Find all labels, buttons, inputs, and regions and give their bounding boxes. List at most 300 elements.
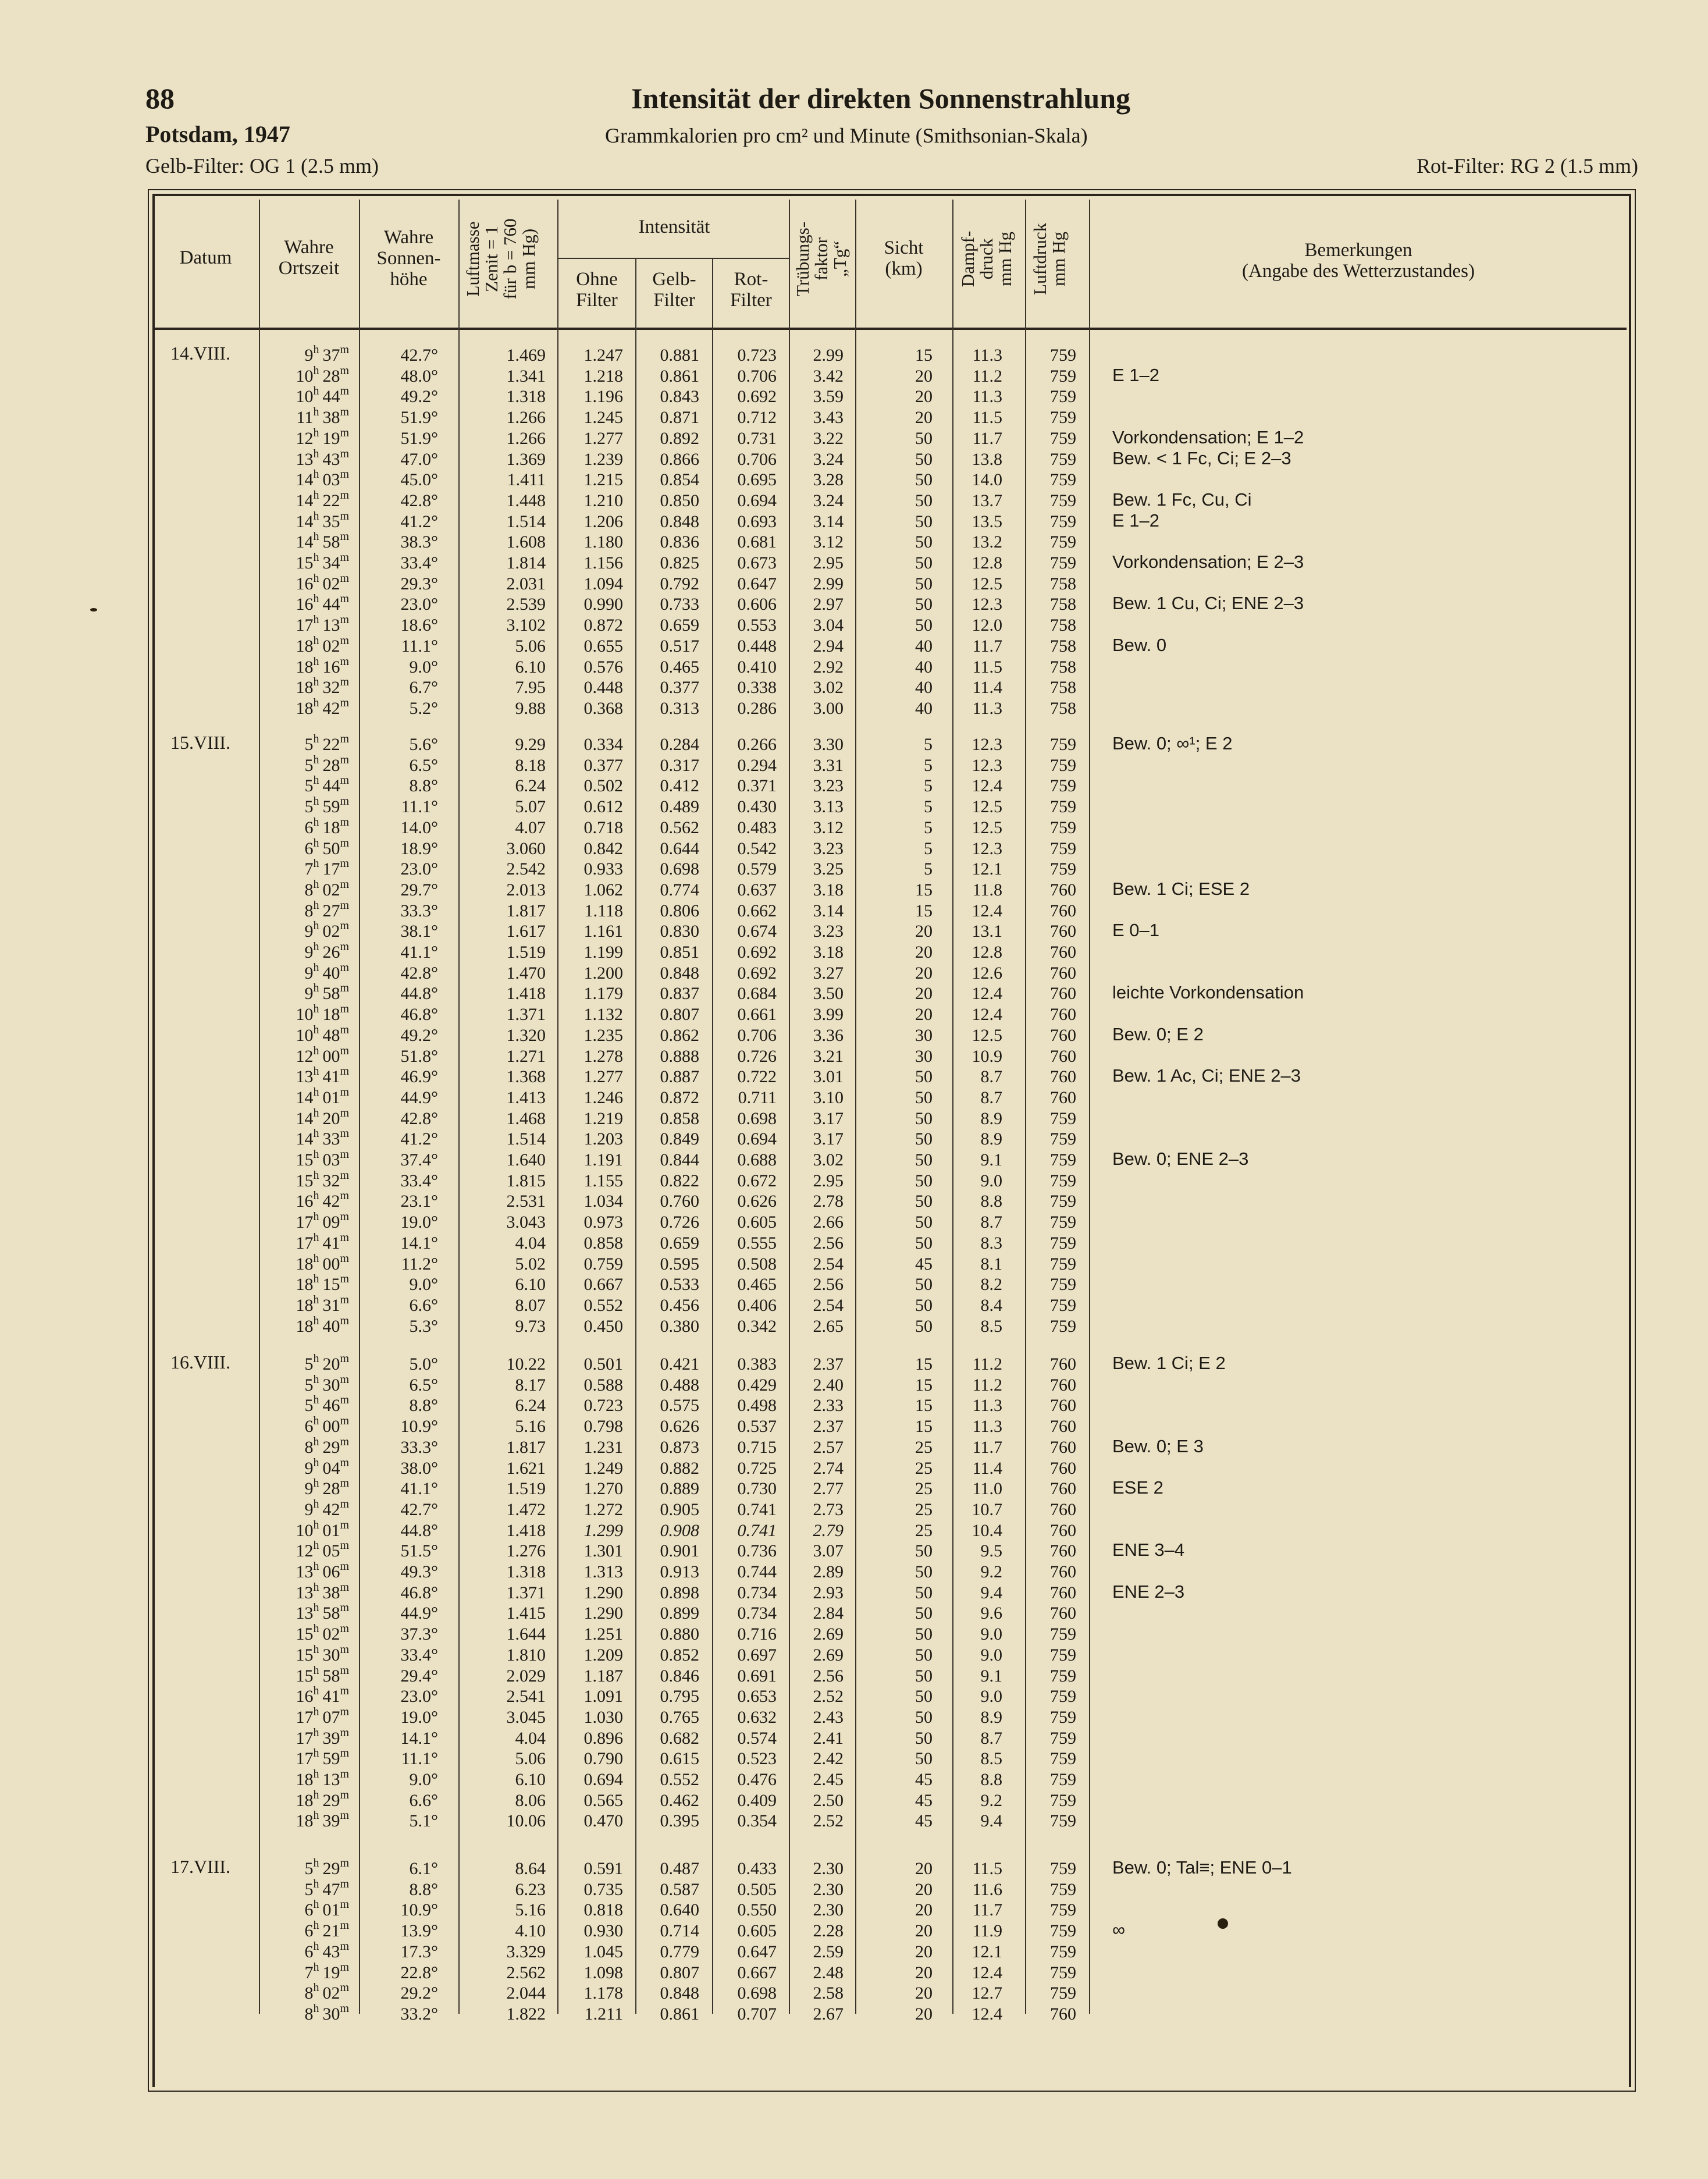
time-minutes: 28: [322, 755, 340, 775]
hour-unit: h: [313, 940, 319, 953]
cell-druck: 760: [1050, 1479, 1076, 1499]
cell-gelb: 0.887: [660, 1067, 699, 1087]
time-cell: [268, 636, 349, 657]
cell-druck: 760: [1050, 1067, 1076, 1087]
time-hours: 17: [296, 1707, 314, 1727]
cell-ohne: 1.062: [583, 880, 623, 900]
cell-m-air: 6.24: [515, 776, 546, 796]
cell-tg: 2.28: [813, 1921, 844, 1941]
cell-dampf: 9.0: [980, 1625, 1002, 1644]
cell-druck: 759: [1050, 1316, 1076, 1336]
header-ohne-2: Filter: [576, 290, 618, 311]
cell-sicht: 45: [915, 1811, 933, 1831]
cell-rot: 0.555: [737, 1233, 777, 1253]
minute-unit: m: [340, 1518, 349, 1531]
time-cell: [268, 1541, 349, 1562]
time-cell: [268, 1858, 349, 1879]
time-minutes: 32: [322, 1171, 340, 1190]
cell-rot: 0.667: [737, 1963, 777, 1982]
cell-dampf: 9.4: [980, 1811, 1002, 1831]
cell-sicht: 50: [915, 1129, 933, 1149]
cell-sicht: 50: [915, 616, 933, 635]
cell-gelb: 0.846: [660, 1666, 699, 1686]
cell-alt: 22.8°: [400, 1963, 438, 1982]
cell-druck: 759: [1050, 1129, 1076, 1149]
cell-gelb: 0.806: [660, 901, 699, 920]
cell-m-air: 6.24: [515, 1396, 546, 1416]
cell-druck: 759: [1050, 1275, 1076, 1295]
hour-unit: h: [313, 1168, 319, 1182]
cell-gelb: 0.377: [660, 678, 699, 698]
time-minutes: 43: [322, 1942, 340, 1961]
minute-unit: m: [340, 1252, 349, 1265]
cell-sicht: 50: [915, 1728, 933, 1748]
time-cell: [268, 1624, 349, 1645]
cell-ohne: 0.759: [583, 1254, 623, 1274]
cell-rot: 0.734: [737, 1604, 777, 1623]
cell-rot: 0.706: [737, 366, 777, 386]
cell-druck: 759: [1050, 735, 1076, 754]
cell-alt: 41.2°: [400, 1129, 438, 1149]
time-cell: [268, 797, 349, 817]
minute-unit: m: [340, 343, 349, 356]
cell-dampf: 12.5: [972, 1025, 1002, 1045]
minute-unit: m: [340, 1663, 349, 1677]
cell-alt: 17.3°: [400, 1942, 438, 1961]
time-minutes: 03: [322, 1150, 340, 1170]
cell-druck: 760: [1050, 1375, 1076, 1395]
cell-tg: 2.73: [813, 1499, 844, 1519]
cell-ohne: 0.470: [583, 1811, 623, 1831]
cell-rot: 0.715: [737, 1437, 777, 1457]
cell-gelb: 0.861: [660, 2004, 699, 2024]
cell-sicht: 30: [915, 1025, 933, 1045]
hour-unit: h: [313, 1788, 319, 1801]
cell-gelb: 0.462: [660, 1790, 699, 1810]
cell-sicht: 50: [915, 1087, 933, 1107]
cell-druck: 759: [1050, 1900, 1076, 1920]
minute-unit: m: [340, 1497, 349, 1510]
cell-sicht: 50: [915, 470, 933, 490]
hour-unit: h: [313, 1373, 319, 1386]
cell-ohne: 1.178: [583, 1984, 623, 2003]
cell-m-air: 1.418: [506, 984, 546, 1004]
header-hoehe-3: höhe: [390, 269, 428, 290]
hour-unit: h: [313, 1189, 319, 1203]
cell-alt: 44.9°: [400, 1604, 438, 1623]
cell-tg: 2.41: [813, 1728, 844, 1748]
cell-sicht: 25: [915, 1520, 933, 1540]
cell-ohne: 0.930: [583, 1921, 623, 1941]
time-minutes: 04: [322, 1458, 340, 1478]
cell-m-air: 1.276: [506, 1541, 546, 1561]
time-cell: [268, 1879, 349, 1900]
time-minutes: 01: [322, 1900, 340, 1920]
cell-tg: 3.07: [813, 1541, 844, 1561]
minute-unit: m: [340, 1231, 349, 1244]
time-hours: 10: [296, 1005, 314, 1025]
cell-sicht: 20: [915, 943, 933, 962]
cell-dampf: 10.9: [972, 1046, 1002, 1066]
cell-ohne: 0.842: [583, 838, 623, 858]
cell-rot: 0.673: [737, 553, 777, 573]
cell-rot: 0.508: [737, 1254, 777, 1274]
cell-dampf: 13.7: [972, 490, 1002, 510]
time-minutes: 46: [322, 1396, 340, 1416]
minute-unit: m: [340, 571, 349, 585]
cell-alt: 9.0°: [409, 1770, 438, 1789]
cell-gelb: 0.873: [660, 1437, 699, 1457]
cell-sicht: 50: [915, 1192, 933, 1211]
minute-unit: m: [340, 509, 349, 522]
cell-gelb: 0.851: [660, 943, 699, 962]
time-cell: [268, 1686, 349, 1707]
cell-gelb: 0.615: [660, 1749, 699, 1769]
cell-ohne: 0.933: [583, 859, 623, 879]
cell-druck: 760: [1050, 1604, 1076, 1623]
cell-ohne: 0.612: [583, 797, 623, 817]
time-cell: [268, 1437, 349, 1458]
header-datum: Datum: [179, 247, 232, 268]
time-cell: [268, 1478, 349, 1499]
cell-ohne: 0.896: [583, 1728, 623, 1748]
cell-rot: 0.734: [737, 1583, 777, 1602]
cell-ohne: 1.231: [583, 1437, 623, 1457]
hour-unit: h: [313, 1003, 319, 1016]
cell-dampf: 10.7: [972, 1499, 1002, 1519]
time-minutes: 34: [322, 553, 340, 573]
cell-gelb: 0.595: [660, 1254, 699, 1274]
cell-m-air: 5.06: [515, 1749, 546, 1769]
cell-ohne: 1.199: [583, 943, 623, 962]
time-hours: 6: [304, 1921, 314, 1941]
time-minutes: 00: [322, 1254, 340, 1274]
time-hours: 18: [296, 698, 314, 718]
time-hours: 14: [296, 1087, 314, 1107]
cell-tg: 2.42: [813, 1749, 844, 1769]
cell-rot: 0.505: [737, 1879, 777, 1899]
cell-dampf: 11.5: [972, 408, 1002, 428]
cell-rot: 0.409: [737, 1790, 777, 1810]
cell-druck: 759: [1050, 1213, 1076, 1232]
cell-ohne: 0.368: [583, 698, 623, 718]
column-rule: [1089, 200, 1090, 2014]
cell-rot: 0.354: [737, 1811, 777, 1831]
cell-druck: 759: [1050, 1749, 1076, 1769]
cell-ohne: 1.211: [584, 2004, 623, 2024]
cell-m-air: 1.341: [506, 366, 546, 386]
cell-ohne: 1.196: [583, 387, 623, 407]
cell-m-air: 2.539: [506, 595, 546, 614]
cell-sicht: 45: [915, 1254, 933, 1274]
cell-ohne: 1.299: [583, 1520, 623, 1540]
cell-alt: 33.3°: [400, 1437, 438, 1457]
cell-m-air: 1.810: [506, 1645, 546, 1665]
cell-alt: 14.0°: [400, 817, 438, 837]
cell-tg: 2.54: [813, 1254, 844, 1274]
cell-druck: 759: [1050, 366, 1076, 386]
cell-m-air: 5.16: [515, 1900, 546, 1920]
hour-unit: h: [313, 1210, 319, 1224]
time-cell: [268, 1129, 349, 1150]
remark-cell: E 0–1: [1112, 920, 1160, 941]
hour-unit: h: [313, 1857, 319, 1869]
cell-rot: 0.716: [737, 1625, 777, 1644]
time-cell: [268, 1233, 349, 1254]
time-cell: [268, 345, 349, 366]
cell-gelb: 0.774: [660, 880, 699, 900]
cell-tg: 2.93: [813, 1583, 844, 1602]
cell-alt: 19.0°: [400, 1213, 438, 1232]
cell-gelb: 0.488: [660, 1375, 699, 1395]
cell-m-air: 1.817: [506, 1437, 546, 1457]
time-cell: [268, 1499, 349, 1520]
cell-dampf: 11.5: [972, 1859, 1002, 1878]
cell-tg: 3.42: [813, 366, 844, 386]
cell-sicht: 20: [915, 963, 933, 983]
time-cell: [268, 963, 349, 984]
time-hours: 5: [304, 1879, 314, 1899]
cell-dampf: 11.3: [972, 1396, 1002, 1416]
time-cell: [268, 1375, 349, 1396]
cell-dampf: 12.4: [972, 901, 1002, 920]
cell-alt: 6.1°: [409, 1859, 438, 1878]
cell-alt: 41.2°: [400, 511, 438, 531]
cell-rot: 0.726: [737, 1046, 777, 1066]
time-minutes: 02: [322, 922, 340, 941]
cell-gelb: 0.899: [660, 1604, 699, 1623]
cell-sicht: 20: [915, 1942, 933, 1961]
minute-unit: m: [340, 1684, 349, 1698]
minute-unit: m: [340, 1788, 349, 1801]
cell-dampf: 11.2: [972, 1355, 1002, 1374]
cell-sicht: 25: [915, 1479, 933, 1499]
hour-unit: h: [313, 1085, 319, 1099]
cell-druck: 760: [1050, 943, 1076, 962]
cell-ohne: 0.450: [583, 1316, 623, 1336]
cell-m-air: 1.411: [507, 470, 546, 490]
cell-gelb: 0.552: [660, 1770, 699, 1789]
cell-tg: 2.92: [813, 657, 844, 677]
time-minutes: 30: [322, 2004, 340, 2024]
time-cell: [268, 1274, 349, 1295]
cell-ohne: 0.694: [583, 1770, 623, 1789]
time-minutes: 01: [322, 1087, 340, 1107]
cell-sicht: 50: [915, 511, 933, 531]
time-minutes: 30: [322, 1645, 340, 1665]
minute-unit: m: [340, 1726, 349, 1739]
cell-druck: 759: [1050, 1921, 1076, 1941]
cell-ohne: 1.191: [583, 1150, 623, 1170]
cell-rot: 0.722: [737, 1067, 777, 1087]
header-truebung-3: „Tg“: [830, 241, 850, 277]
remark-cell: Bew. 1 Ci; E 2: [1112, 1353, 1226, 1373]
minute-unit: m: [340, 753, 349, 766]
time-minutes: 17: [322, 859, 340, 879]
cell-druck: 759: [1050, 1770, 1076, 1789]
cell-ohne: 0.588: [583, 1375, 623, 1395]
cell-m-air: 1.469: [506, 346, 546, 365]
cell-alt: 51.9°: [400, 408, 438, 428]
cell-dampf: 8.9: [980, 1707, 1002, 1727]
time-cell: [268, 1416, 349, 1437]
cell-alt: 51.5°: [400, 1541, 438, 1561]
cell-tg: 3.14: [813, 901, 844, 920]
time-hours: 14: [296, 470, 314, 490]
cell-dampf: 12.3: [972, 735, 1002, 754]
cell-tg: 3.24: [813, 490, 844, 510]
cell-druck: 760: [1050, 1396, 1076, 1416]
cell-gelb: 0.852: [660, 1645, 699, 1665]
time-cell: [268, 1728, 349, 1749]
time-cell: [268, 1295, 349, 1316]
minute-unit: m: [340, 1314, 349, 1327]
cell-alt: 13.9°: [400, 1921, 438, 1941]
time-hours: 12: [296, 1541, 314, 1561]
date-cell: 15.VIII.: [170, 732, 231, 753]
cell-dampf: 13.1: [972, 922, 1002, 941]
cell-druck: 759: [1050, 1150, 1076, 1170]
cell-sicht: 50: [915, 1213, 933, 1232]
time-minutes: 05: [322, 1541, 340, 1561]
cell-sicht: 25: [915, 1437, 933, 1457]
time-cell: [268, 1520, 349, 1541]
cell-tg: 2.66: [813, 1213, 844, 1232]
cell-ohne: 1.161: [583, 922, 623, 941]
cell-dampf: 11.7: [972, 1437, 1002, 1457]
cell-rot: 0.606: [737, 595, 777, 614]
cell-ohne: 0.667: [583, 1275, 623, 1295]
cell-druck: 759: [1050, 511, 1076, 531]
hour-unit: h: [313, 1601, 319, 1615]
cell-tg: 3.17: [813, 1108, 844, 1128]
time-hours: 9: [304, 963, 314, 983]
time-hours: 9: [304, 943, 314, 962]
time-cell: [268, 877, 349, 901]
cell-dampf: 8.3: [980, 1233, 1002, 1253]
hour-unit: h: [313, 1352, 319, 1365]
hour-unit: h: [313, 815, 319, 829]
cell-tg: 2.79: [813, 1520, 844, 1540]
cell-tg: 2.99: [813, 346, 844, 365]
cell-rot: 0.731: [737, 428, 777, 448]
time-minutes: 40: [322, 963, 340, 983]
time-minutes: 01: [322, 1520, 340, 1540]
minute-unit: m: [340, 1044, 349, 1057]
cell-ohne: 1.219: [583, 1108, 623, 1128]
cell-m-air: 2.531: [506, 1192, 546, 1211]
header-sicht-2: (km): [885, 258, 923, 279]
cell-dampf: 11.9: [972, 1921, 1002, 1941]
cell-alt: 29.7°: [400, 880, 438, 900]
cell-sicht: 50: [915, 1108, 933, 1128]
cell-m-air: 1.371: [506, 1583, 546, 1602]
cell-dampf: 11.8: [972, 880, 1002, 900]
cell-gelb: 0.726: [660, 1213, 699, 1232]
cell-m-air: 5.06: [515, 636, 546, 656]
cell-alt: 10.9°: [400, 1900, 438, 1920]
cell-ohne: 1.246: [583, 1087, 623, 1107]
cell-tg: 3.13: [813, 797, 844, 817]
cell-gelb: 0.317: [660, 755, 699, 775]
remark-cell: ENE 2–3: [1112, 1581, 1185, 1602]
print-speck: [1218, 1918, 1228, 1929]
cell-m-air: 8.18: [515, 755, 546, 775]
minute-unit: m: [340, 1023, 349, 1036]
cell-rot: 0.706: [737, 1025, 777, 1045]
time-hours: 9: [304, 1479, 314, 1499]
cell-sicht: 50: [915, 1275, 933, 1295]
cell-tg: 3.59: [813, 387, 844, 407]
cell-rot: 0.605: [737, 1213, 777, 1232]
cell-tg: 2.37: [813, 1355, 844, 1374]
time-cell: [268, 407, 349, 428]
cell-dampf: 12.4: [972, 1005, 1002, 1025]
time-hours: 18: [296, 1295, 314, 1315]
time-hours: 17: [296, 1728, 314, 1748]
cell-sicht: 50: [915, 449, 933, 469]
cell-m-air: 6.23: [515, 1879, 546, 1899]
time-minutes: 41: [322, 1067, 340, 1087]
cell-druck: 759: [1050, 490, 1076, 510]
hour-unit: h: [313, 509, 319, 522]
cell-dampf: 13.8: [972, 449, 1002, 469]
header-rot-2: Filter: [730, 290, 772, 311]
cell-druck: 759: [1050, 449, 1076, 469]
cell-m-air: 8.64: [515, 1859, 546, 1878]
cell-alt: 5.0°: [409, 1355, 438, 1374]
cell-druck: 759: [1050, 1625, 1076, 1644]
cell-dampf: 11.6: [972, 1879, 1002, 1899]
cell-druck: 760: [1050, 880, 1076, 900]
time-minutes: 09: [322, 1213, 340, 1232]
cell-tg: 2.89: [813, 1562, 844, 1581]
cell-dampf: 11.7: [972, 636, 1002, 656]
hour-unit: h: [313, 982, 319, 995]
cell-sicht: 50: [915, 428, 933, 448]
remark-cell: Bew. 0; ∞¹; E 2: [1112, 733, 1233, 753]
time-hours: 18: [296, 657, 314, 677]
cell-alt: 18.9°: [400, 838, 438, 858]
cell-ohne: 0.501: [583, 1355, 623, 1374]
hour-unit: h: [313, 1252, 319, 1265]
cell-tg: 2.58: [813, 1984, 844, 2003]
hour-unit: h: [313, 634, 319, 647]
cell-m-air: 1.822: [506, 2004, 546, 2024]
cell-rot: 0.266: [737, 735, 777, 754]
cell-tg: 3.22: [813, 428, 844, 448]
cell-tg: 3.04: [813, 616, 844, 635]
minute-unit: m: [340, 1857, 349, 1869]
cell-dampf: 11.2: [972, 1375, 1002, 1395]
cell-dampf: 8.1: [980, 1254, 1002, 1274]
cell-dampf: 9.4: [980, 1583, 1002, 1602]
cell-alt: 29.4°: [400, 1666, 438, 1686]
cell-druck: 759: [1050, 1108, 1076, 1128]
hour-unit: h: [313, 551, 319, 564]
hour-unit: h: [313, 1456, 319, 1469]
cell-alt: 51.8°: [400, 1046, 438, 1066]
cell-gelb: 0.871: [660, 408, 699, 428]
minute-unit: m: [340, 1189, 349, 1203]
time-cell: [268, 470, 349, 490]
cell-alt: 42.8°: [400, 963, 438, 983]
minute-unit: m: [340, 1127, 349, 1140]
cell-m-air: 9.73: [515, 1316, 546, 1336]
hour-unit: h: [313, 385, 319, 398]
time-cell: [268, 1748, 349, 1769]
cell-dampf: 12.6: [972, 963, 1002, 983]
